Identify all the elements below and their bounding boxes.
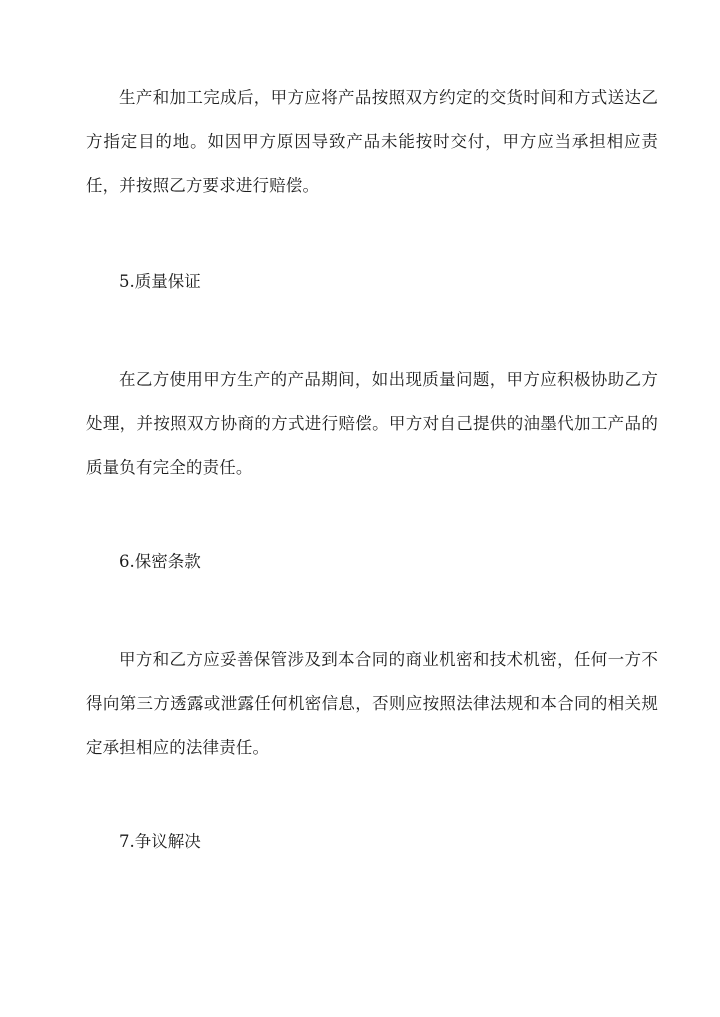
- confidentiality-paragraph: 甲方和乙方应妥善保管涉及到本合同的商业机密和技术机密，任何一方不得向第三方透露或泄露任何机密信息，否则应按照法律法规和本合同的相关规定承担相应的法律责任。: [86, 650, 658, 757]
- quality-paragraph: 在乙方使用甲方生产的产品期间，如出现质量问题，甲方应积极协助乙方处理，并按照双方协商的方式进行赔偿。甲方对自己提供的油墨代加工产品的质量负有完全的责任。: [86, 370, 658, 477]
- section-heading-confidentiality: 6.保密条款: [119, 552, 201, 571]
- delivery-paragraph: 生产和加工完成后，甲方应将产品按照双方约定的交货时间和方式送达乙方指定目的地。如因甲方原因导致产品未能按时交付，甲方应当承担相应责任，并按照乙方要求进行赔偿。: [86, 88, 658, 195]
- section-heading-quality-guarantee: 5.质量保证: [119, 272, 201, 291]
- section-heading-dispute-resolution: 7.争议解决: [119, 832, 201, 851]
